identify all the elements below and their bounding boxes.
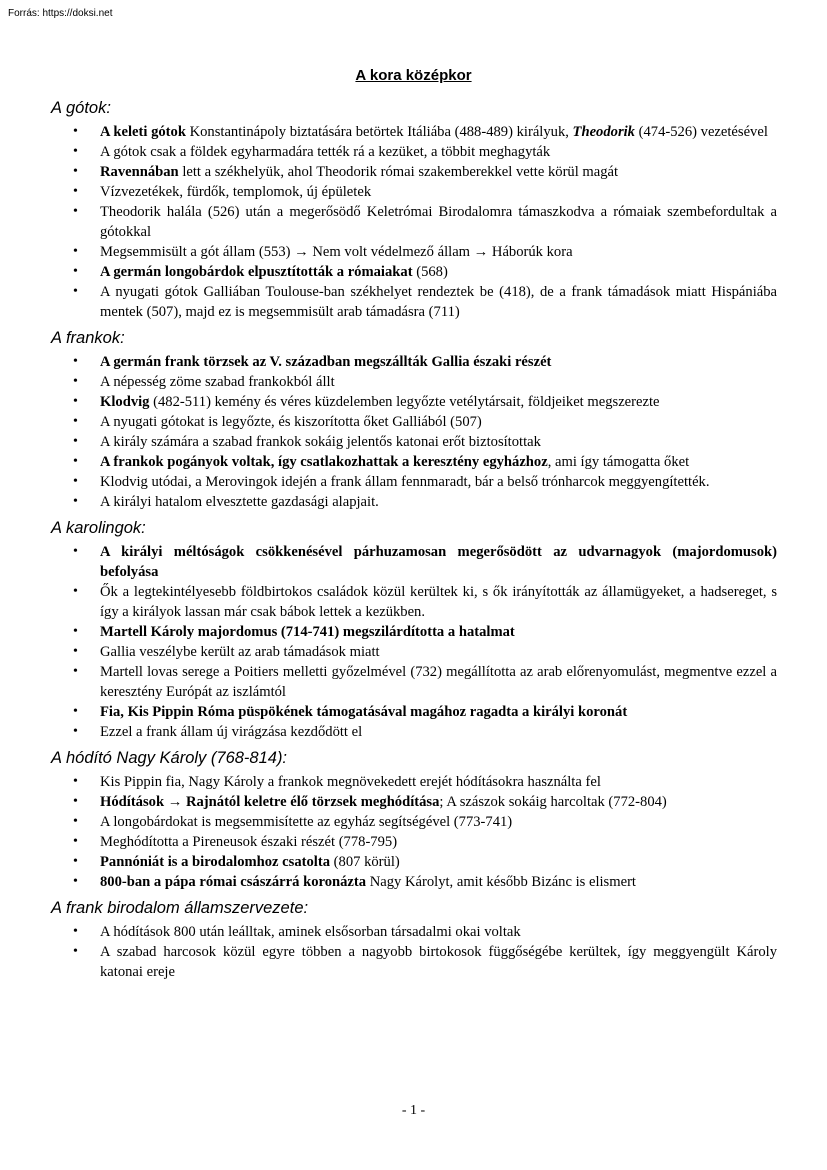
list-item bbox=[51, 872, 777, 892]
text-run: Martell Károly majordomus (714-741) megszilárdította a hatalmat bbox=[100, 624, 515, 640]
list-item bbox=[51, 162, 777, 182]
list-item bbox=[51, 182, 777, 202]
list-item bbox=[51, 452, 777, 472]
list-item bbox=[51, 662, 777, 702]
list-item bbox=[51, 202, 777, 242]
list-item bbox=[51, 352, 777, 372]
list-item bbox=[51, 432, 777, 452]
list-item bbox=[51, 492, 777, 512]
list-item bbox=[51, 772, 777, 792]
document-body bbox=[51, 98, 777, 988]
text-run: Meghódította a Pireneusok északi részét (778-795) bbox=[100, 834, 398, 850]
bullet-list bbox=[51, 122, 777, 322]
list-item bbox=[51, 922, 777, 942]
list-item bbox=[51, 702, 777, 722]
text-run: Megsemmisült a gót állam (553) → Nem volt védelmező állam → Háborúk kora bbox=[100, 244, 573, 260]
text-run: Kis Pippin fia, Nagy Károly a frankok megnövekedett erejét hódításokra használta fel bbox=[100, 774, 601, 790]
list-item bbox=[51, 942, 777, 982]
text-run: Theodorik halála (526) után a megerősödő Keletrómai Birodalomra támaszkodva a rómaiak szembefordultak a gótokkal bbox=[100, 204, 777, 240]
text-run: A keleti gótok bbox=[100, 124, 186, 140]
list-item bbox=[51, 832, 777, 852]
text-run: Ők a legtekintélyesebb földbirtokos családok közül kerültek ki, s ők irányították az államügyeket, a hadsereget, s így a királyok lassan már csak bábok lettek a kezükben. bbox=[100, 584, 777, 620]
list-item bbox=[51, 472, 777, 492]
text-run: Theodorik bbox=[572, 124, 635, 140]
text-run: A frankok pogányok voltak, így csatlakozhattak a keresztény egyházhoz bbox=[100, 454, 548, 470]
text-run: A gótok csak a földek egyharmadára tették rá a kezüket, a többit meghagyták bbox=[100, 144, 551, 160]
section-heading: A gótok: bbox=[51, 99, 111, 117]
text-run: Konstantinápoly biztatására betörtek Itáliába (488-489) királyuk, bbox=[185, 124, 573, 140]
text-run: A királyi méltóságok csökkenésével párhuzamosan megerősödött az udvarnagyok (majordomusok) befolyása bbox=[100, 544, 777, 580]
text-run: (482-511) kemény és véres küzdelemben legyőzte vetélytársait, földjeiket megszerezte bbox=[149, 394, 660, 410]
text-run: Martell lovas serege a Poitiers melletti győzelmével (732) megállította az arab előrenyomulást, megmentve ezzel a keresztény Európát az iszlámtól bbox=[100, 664, 777, 700]
text-run: lett a székhelyük, ahol Theodorik római szakemberekkel vette körül magát bbox=[178, 164, 619, 180]
list-item bbox=[51, 622, 777, 642]
list-item bbox=[51, 722, 777, 742]
text-run: (807 körül) bbox=[330, 854, 400, 870]
list-item bbox=[51, 372, 777, 392]
text-run: A longobárdokat is megsemmisítette az egyház segítségével (773-741) bbox=[100, 814, 513, 830]
text-run: Klodvig utódai, a Merovingok idején a frank állam fennmaradt, bár a belső trónharcok meggyengítették. bbox=[100, 474, 710, 490]
list-item bbox=[51, 262, 777, 282]
text-run: ; A szászok sokáig harcoltak (772-804) bbox=[439, 794, 667, 810]
source-url: Forrás: https://doksi.net bbox=[8, 8, 113, 19]
text-run: Pannóniát is a birodalomhoz csatolta bbox=[100, 854, 331, 870]
text-run: A szabad harcosok közül egyre többen a nagyobb birtokosok függőségébe kerültek, így meggyengült Károly katonai ereje bbox=[100, 944, 777, 980]
list-item bbox=[51, 812, 777, 832]
list-item bbox=[51, 392, 777, 412]
text-run: , ami így támogatta őket bbox=[547, 454, 690, 470]
text-run: A hódítások 800 után leálltak, aminek elsősorban társadalmi okai voltak bbox=[100, 924, 521, 940]
list-item bbox=[51, 792, 777, 812]
text-run: A germán frank törzsek az V. században megszállták Gallia északi részét bbox=[100, 354, 552, 370]
page-number: - 1 - bbox=[401, 1103, 426, 1118]
list-item bbox=[51, 642, 777, 662]
list-item bbox=[51, 542, 777, 582]
text-run: Vízvezetékek, fürdők, templomok, új épületek bbox=[100, 184, 372, 200]
list-item bbox=[51, 242, 777, 262]
section-heading: A hódító Nagy Károly (768-814): bbox=[51, 749, 288, 767]
text-run: Gallia veszélybe került az arab támadások miatt bbox=[100, 644, 380, 660]
text-run: 800-ban a pápa római császárrá koronázta bbox=[100, 874, 367, 890]
section-heading: A frankok: bbox=[51, 329, 125, 347]
text-run: (568) bbox=[412, 264, 448, 280]
bullet-list bbox=[51, 352, 777, 512]
text-run: Fia, Kis Pippin Róma püspökének támogatásával magához ragadta a királyi koronát bbox=[100, 704, 628, 720]
text-run: A germán longobárdok elpusztították a rómaiakat bbox=[100, 264, 413, 280]
text-run: A nyugati gótok Galliában Toulouse-ban székhelyet rendeztek be (418), de a frank támadások miatt Hispániába mentek (507), majd ez is megsemmisült arab támadásra (711) bbox=[100, 284, 777, 320]
list-item bbox=[51, 412, 777, 432]
text-run: A királyi hatalom elvesztette gazdasági alapjait. bbox=[100, 494, 379, 510]
text-run: Ezzel a frank állam új virágzása kezdődött el bbox=[100, 724, 363, 740]
text-run: Ravennában bbox=[100, 164, 179, 180]
list-item bbox=[51, 142, 777, 162]
text-run: A népesség zöme szabad frankokból állt bbox=[100, 374, 335, 390]
list-item bbox=[51, 582, 777, 622]
text-run: A nyugati gótokat is legyőzte, és kiszorította őket Galliából (507) bbox=[100, 414, 482, 430]
text-run: (474-526) vezetésével bbox=[634, 124, 768, 140]
section-heading: A frank birodalom államszervezete: bbox=[51, 899, 309, 917]
text-run: Nagy Károlyt, amit később Bizánc is elismert bbox=[366, 874, 636, 890]
text-run: Klodvig bbox=[100, 394, 150, 410]
text-run: A király számára a szabad frankok sokáig jelentős katonai erőt biztosítottak bbox=[100, 434, 541, 450]
bullet-list bbox=[51, 922, 777, 982]
list-item bbox=[51, 122, 777, 142]
list-item bbox=[51, 282, 777, 322]
list-item bbox=[51, 852, 777, 872]
bullet-list bbox=[51, 542, 777, 742]
section-heading: A karolingok: bbox=[51, 519, 146, 537]
bullet-list bbox=[51, 772, 777, 892]
page-title: A kora középkor bbox=[355, 67, 472, 84]
text-run: Hódítások → Rajnától keletre élő törzsek meghódítása bbox=[100, 794, 440, 810]
